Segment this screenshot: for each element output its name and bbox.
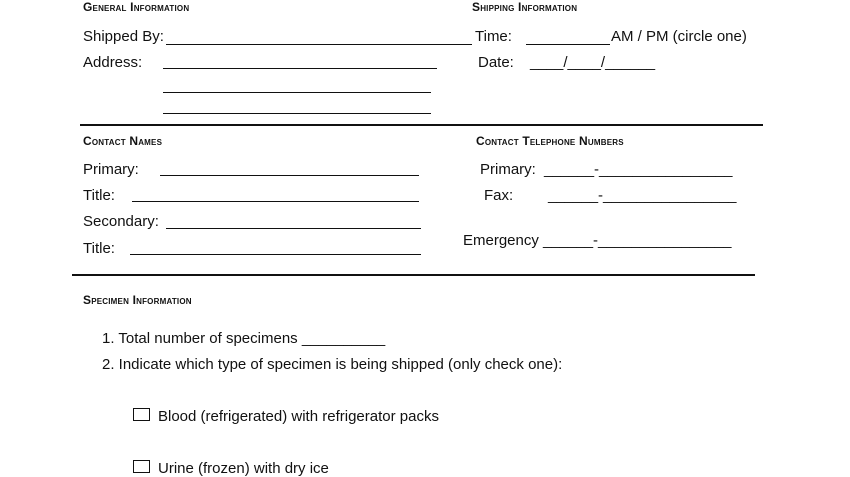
blood-option-checkbox[interactable]: [133, 408, 150, 421]
address-line-2-field[interactable]: [163, 92, 431, 93]
urine-option-checkbox[interactable]: [133, 460, 150, 473]
date-field[interactable]: ____/____/______: [530, 54, 656, 71]
contact-secondary-label: Secondary:: [83, 213, 159, 230]
contact-primary-field[interactable]: [160, 175, 419, 176]
shipped-by-label: Shipped By:: [83, 28, 164, 45]
contact-title-2-label: Title:: [83, 240, 115, 257]
phone-primary-label: Primary:: [480, 161, 536, 178]
contact-secondary-field[interactable]: [166, 228, 421, 229]
address-label: Address:: [83, 54, 143, 71]
contact-primary-label: Primary:: [83, 161, 139, 178]
contact-title-1-label: Title:: [83, 187, 115, 204]
shipping-info-heading: Shipping Information: [472, 0, 578, 14]
contact-phones-heading: Contact Telephone Numbers: [476, 134, 624, 148]
address-line-1-field[interactable]: [163, 68, 437, 69]
date-label: Date:: [478, 54, 514, 71]
shipped-by-field[interactable]: [166, 44, 472, 45]
phone-primary-field[interactable]: ______-________________: [544, 161, 733, 178]
emergency-label: Emergency: [463, 232, 539, 249]
blood-option-label: Blood (refrigerated) with refrigerator packs: [158, 408, 439, 425]
section-divider-2: [72, 274, 755, 276]
contact-names-heading: Contact Names: [83, 134, 163, 148]
contact-title-2-field[interactable]: [130, 254, 421, 255]
time-am-pm-label: AM / PM (circle one): [611, 28, 747, 45]
fax-label: Fax:: [484, 187, 514, 204]
time-field[interactable]: [526, 44, 610, 45]
time-label: Time:: [475, 28, 512, 45]
general-info-heading: General Information: [83, 0, 190, 14]
specimen-info-heading: Specimen Information: [83, 293, 192, 307]
section-divider-1: [80, 124, 763, 126]
urine-option-label: Urine (frozen) with dry ice: [158, 460, 329, 477]
address-line-3-field[interactable]: [163, 113, 431, 114]
fax-field[interactable]: ______-________________: [548, 187, 737, 204]
specimen-type-instruction: 2. Indicate which type of specimen is being shipped (only check one):: [102, 356, 563, 373]
emergency-field[interactable]: ______-________________: [543, 232, 732, 249]
total-specimens-item[interactable]: 1. Total number of specimens __________: [102, 330, 386, 347]
contact-title-1-field[interactable]: [132, 201, 419, 202]
